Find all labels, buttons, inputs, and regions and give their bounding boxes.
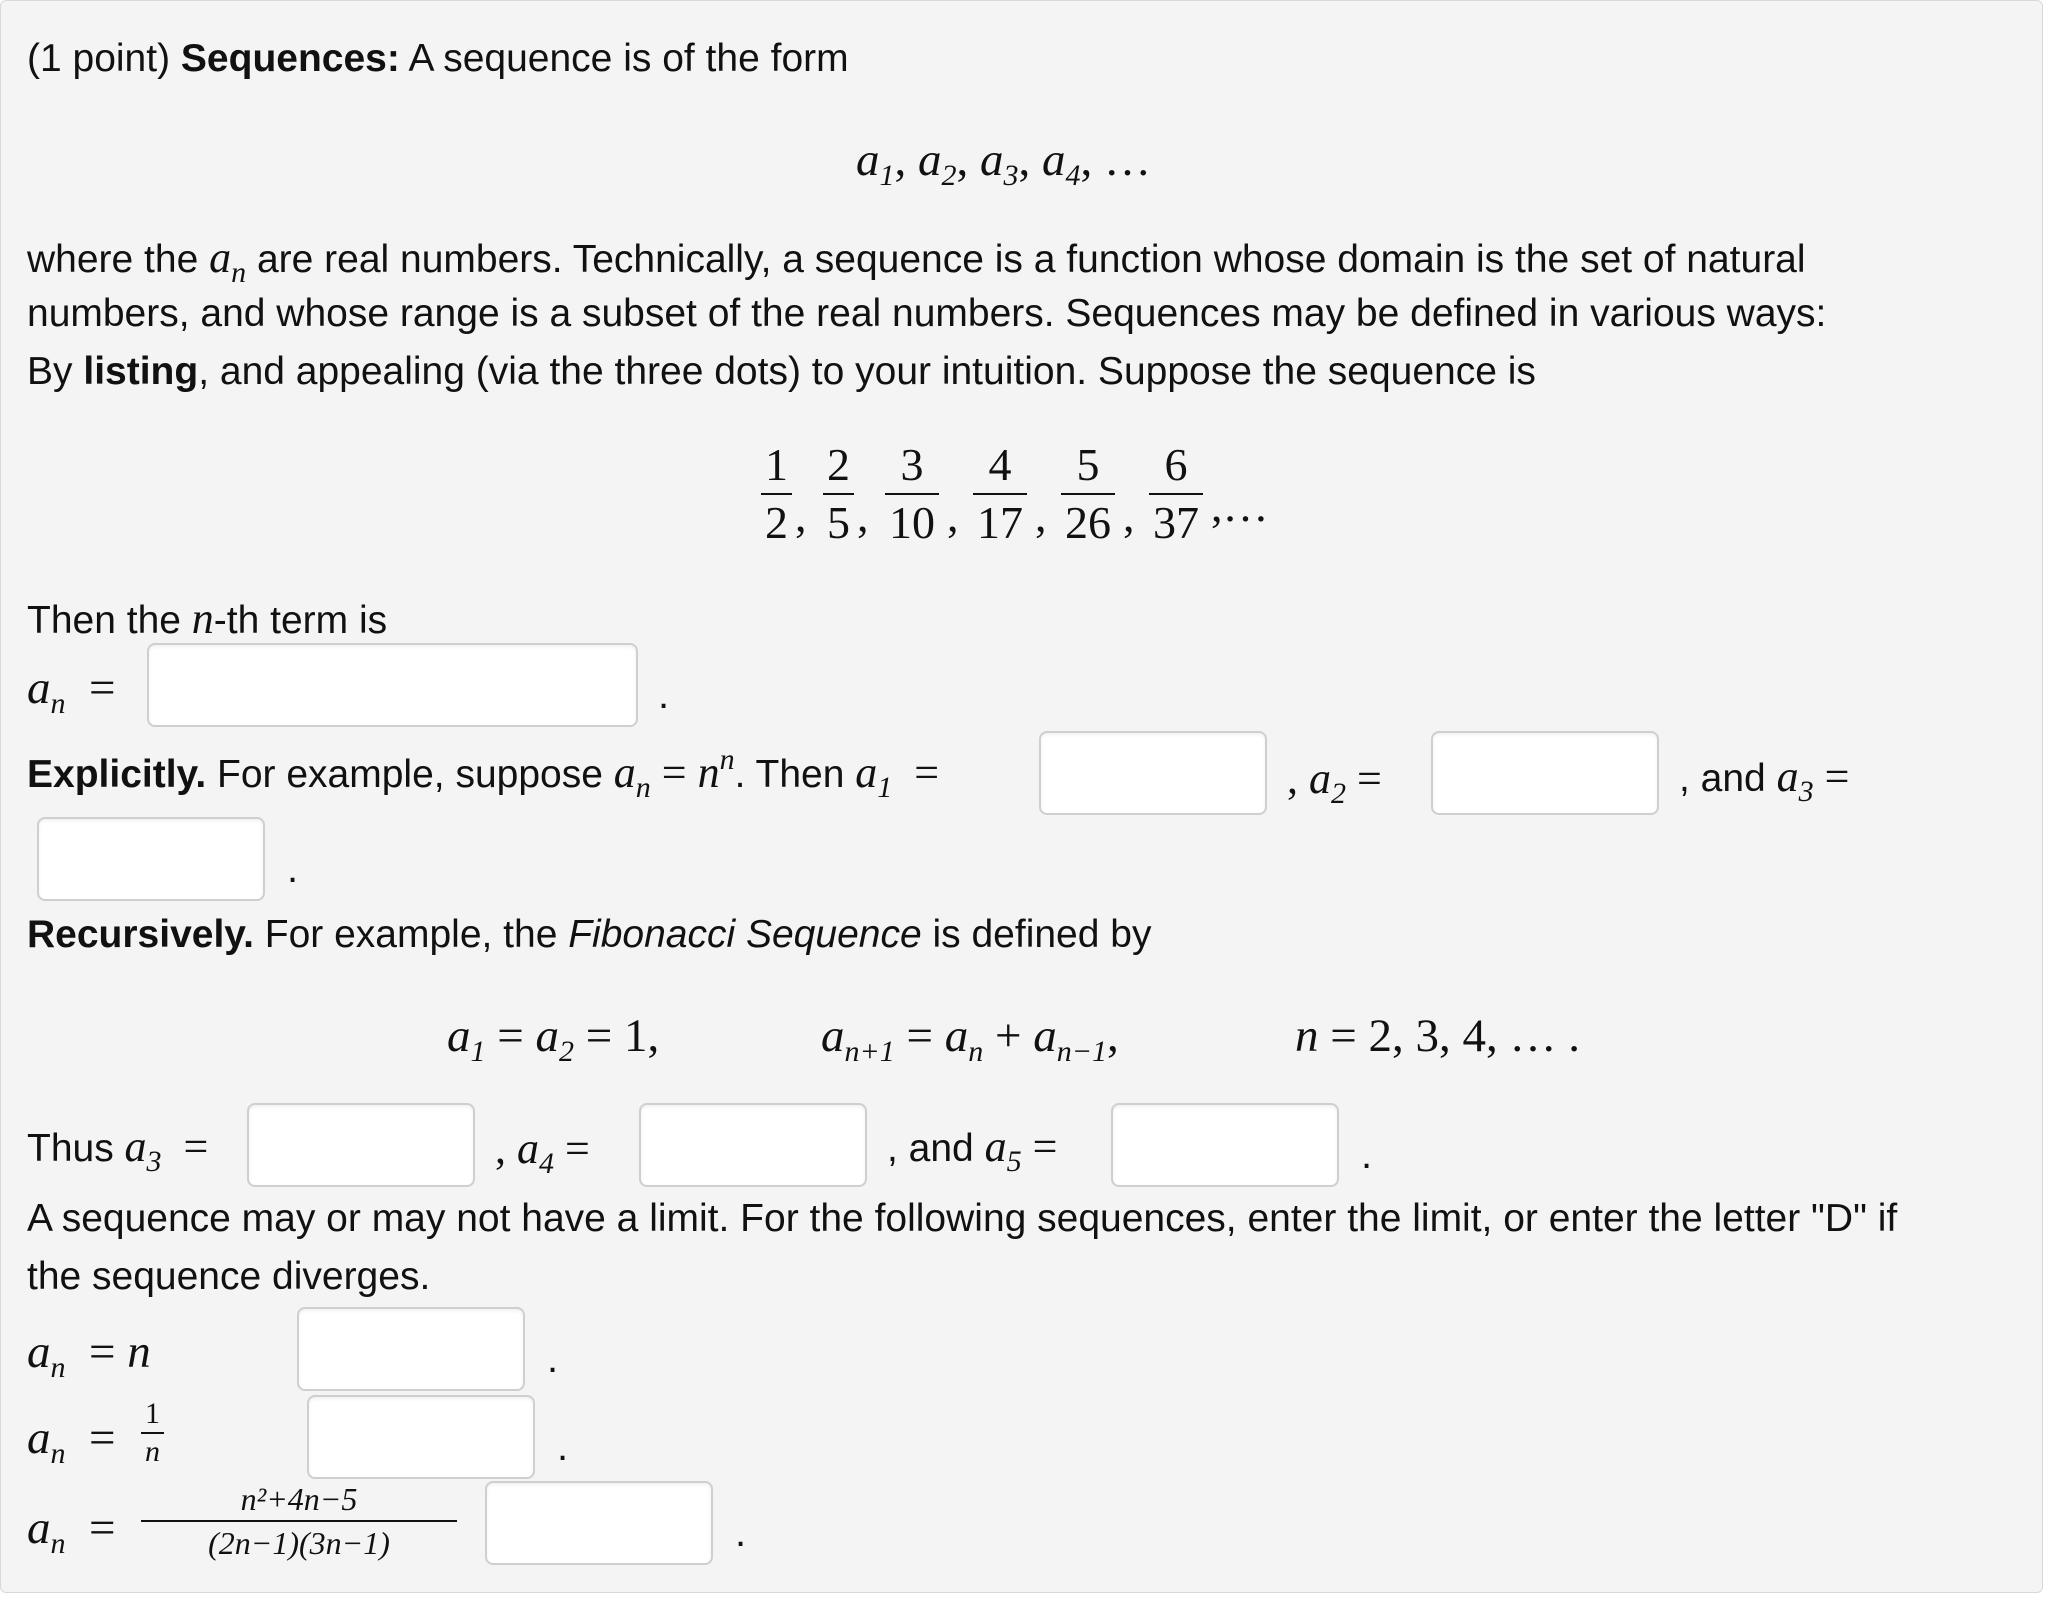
explicit-line: Explicitly. For example, suppose $a_n = n^n$. Then $a_1$ =: [27, 743, 940, 804]
limit2-input[interactable]: [307, 1395, 535, 1479]
limit3-denominator: (2n−1)(3n−1): [208, 1525, 390, 1561]
fraction-denominator: 37: [1153, 497, 1199, 549]
fraction-numerator: 5: [1076, 439, 1100, 490]
fraction: [761, 441, 792, 548]
limit3-numerator: n²+4n−5: [240, 1481, 358, 1517]
thus-and: , and: [887, 1127, 985, 1170]
para1-line1: where the $a_n$ are real numbers. Technically, a sequence is a function whose domain is the set of natural: [27, 233, 1806, 289]
explicit-a3-input[interactable]: [37, 817, 265, 901]
limits-line1: A sequence may or may not have a limit. For the following sequences, enter the limit, or enter the letter "D" if: [27, 1197, 1898, 1240]
thus-a5-label: , and $a_5$ =: [887, 1122, 1058, 1178]
limits-line2: the sequence diverges.: [27, 1255, 431, 1298]
explicit-a1-input[interactable]: [1039, 731, 1267, 815]
para1-line1-pre: where the: [27, 238, 210, 281]
points-label: (1 point): [27, 37, 171, 80]
listing-bold: listing: [83, 350, 199, 393]
limit3-fraction: [141, 1483, 457, 1559]
fraction-denominator: 5: [827, 497, 850, 549]
fraction: [885, 441, 939, 548]
explicit-and: , and: [1679, 757, 1777, 800]
an-formula-input[interactable]: [147, 643, 638, 727]
para1-line3-pre: By: [27, 350, 84, 393]
fib-a3-input[interactable]: [247, 1103, 475, 1187]
recursive-text2: is defined by: [921, 913, 1152, 956]
fraction-denominator: 26: [1065, 497, 1111, 549]
limit3-input[interactable]: [485, 1481, 713, 1565]
explicit-a2-input[interactable]: [1431, 731, 1659, 815]
an-equals-label: $a_n$ =: [27, 662, 116, 720]
fib-eq2: $a_{n+1} = a_n + a_{n-1}$,: [821, 1010, 1119, 1068]
nth-term-label: Then the n-th term is: [27, 594, 388, 643]
thus-a4-label: , $a_4$ =: [495, 1124, 590, 1180]
fib-eq1: $a_1 = a_2 = 1$,: [447, 1010, 660, 1068]
fraction-denominator: 17: [977, 497, 1023, 549]
fraction: [1061, 441, 1115, 548]
fraction-numerator: 2: [827, 439, 850, 490]
fib-eq2-eq: =: [894, 1010, 945, 1062]
explicit-bold: Explicitly.: [27, 753, 207, 796]
period: .: [287, 847, 299, 891]
a3-label: , and $a_3$ =: [1679, 752, 1850, 808]
fibonacci-italic: Fibonacci Sequence: [568, 913, 922, 956]
period: .: [1361, 1133, 1373, 1177]
limit1-label: $a_n = n$: [27, 1326, 151, 1384]
thus-pre: Thus: [27, 1127, 125, 1170]
recursive-line: [27, 915, 1151, 954]
fraction-numerator: 4: [988, 439, 1012, 490]
fib-a5-input[interactable]: [1111, 1103, 1339, 1187]
nth-term-pre: Then the: [27, 599, 192, 642]
limit3-label: $a_n$ =: [27, 1502, 116, 1560]
limit1-input[interactable]: [297, 1307, 525, 1391]
fraction-numerator: 1: [765, 439, 788, 490]
explicit-text: For example, suppose: [206, 753, 614, 796]
period: .: [735, 1511, 747, 1555]
fraction: [1149, 441, 1203, 548]
sequence-form: $a_1$, $a_2$, $a_3$, $a_4$, …: [856, 134, 1151, 192]
fraction-numerator: 3: [900, 439, 924, 490]
fib-eq2-plus: +: [983, 1010, 1034, 1062]
limit2-fraction: [141, 1399, 164, 1467]
para1-line1-post: are real numbers. Technically, a sequence is a function whose domain is the set of natural: [246, 238, 1806, 281]
para1-line2: numbers, and whose range is a subset of the real numbers. Sequences may be defined in various ways:: [27, 292, 1827, 335]
limit2-denominator: n: [145, 1435, 160, 1468]
fraction-denominator: 2: [765, 497, 788, 549]
period: .: [658, 673, 670, 717]
problem-card: (1 point) Sequences: A sequence is of the form $a_1$, $a_2$, $a_3$, $a_4$, … where the $a_n$ are real numbers. Technically, a sequence is a function whose domain is the set of natural numbers, and whose range is a subset of the real numbers. Sequences may be defined in various ways: By listing, and appealing (via the three dots) to your intuition. Suppose the sequence is 1 2 , 2 5 , 3 10 , 4 17 , 5 26 , 6 37 ,… Then the n-th term is $a_n$ = . Explicitly. For example, suppose $a_n = n^n$. Then $a_1$ = , $a_2$ = , and $a_3$ = . Recursively. For example, the Fibonacci Sequence is defined by $a_1 = a_2 = 1$, $a_{n+1} = a_n + a_{n-1}$, n = 2, 3, 4, … . Thus $a_3$ = , $a_4$ = , and $a_5$ = . A sequence may or may not have a limit. For the following sequences, enter the limit, or enter the letter "D" if the sequence diverges. $a_n = n$ . $a_n$ = 1 n . $a_n$ = n²+4n−5 (2n−1)(3n−1) .: [0, 0, 2043, 1593]
fib-eq3: n = 2, 3, 4, … .: [1295, 1010, 1581, 1062]
period: .: [547, 1337, 559, 1381]
explicit-then: . Then: [734, 753, 856, 796]
ellipsis: …: [1222, 480, 1269, 531]
limit2-label: $a_n$ =: [27, 1412, 116, 1470]
problem-intro: A sequence is of the form: [399, 37, 849, 80]
fib-eq3-text: = 2, 3, 4, … .: [1318, 1010, 1581, 1062]
fraction-denominator: 10: [889, 497, 935, 549]
fib-a4-input[interactable]: [639, 1103, 867, 1187]
para1-line3: [27, 352, 1536, 391]
fib-eq1-text: = 1,: [574, 1010, 660, 1062]
fraction: [823, 441, 854, 548]
limit2-numerator: 1: [145, 1397, 160, 1430]
period: .: [557, 1425, 569, 1469]
fraction-numerator: 6: [1164, 439, 1188, 490]
nth-term-post: -th term is: [213, 599, 388, 642]
recursive-text1: For example, the: [253, 913, 569, 956]
fraction: [973, 441, 1027, 548]
thus-a3-label: Thus $a_3$ =: [27, 1122, 209, 1178]
recursive-bold: Recursively.: [27, 913, 254, 956]
para1-line3-post: , and appealing (via the three dots) to your intuition. Suppose the sequence is: [198, 350, 1536, 393]
a2-label: , $a_2$ =: [1287, 754, 1382, 810]
problem-header: [27, 39, 849, 78]
problem-title: Sequences:: [180, 37, 400, 80]
